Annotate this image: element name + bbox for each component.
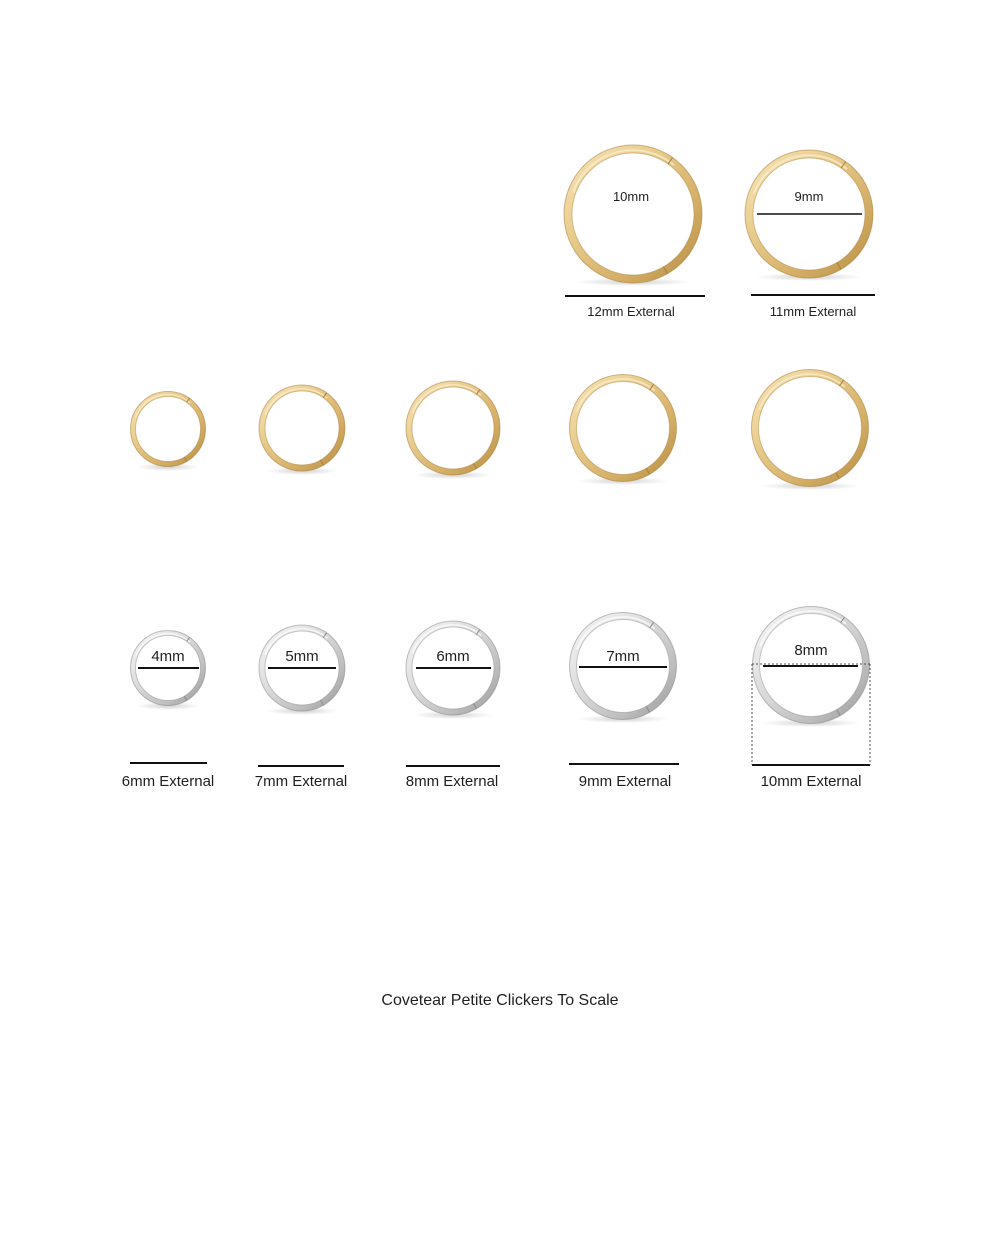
ring-highlight bbox=[551, 132, 715, 296]
inner-size-label: 6mm bbox=[436, 648, 470, 665]
ring-inner-edge bbox=[577, 382, 670, 475]
ring-highlight bbox=[124, 385, 212, 473]
ring-outer-edge bbox=[259, 385, 345, 471]
ring-inner-edge bbox=[759, 377, 862, 480]
ring-inner-edge bbox=[572, 153, 694, 275]
ring-highlight bbox=[741, 359, 879, 497]
ring-highlight bbox=[252, 378, 352, 478]
inner-size-label: 7mm bbox=[606, 648, 640, 665]
inner-size-label: 8mm bbox=[794, 642, 828, 659]
inner-size-label: 5mm bbox=[285, 648, 319, 665]
external-size-label: 11mm External bbox=[769, 304, 857, 319]
external-size-label: 7mm External bbox=[254, 773, 348, 790]
inner-size-label: 4mm bbox=[151, 648, 185, 665]
ring-highlight bbox=[398, 373, 508, 483]
external-size-label: 9mm External bbox=[578, 773, 672, 790]
inner-size-label: 10mm bbox=[612, 189, 650, 204]
chart-caption: Covetear Petite Clickers To Scale bbox=[381, 992, 619, 1009]
ring-inner-edge bbox=[265, 391, 339, 465]
ring-outer-edge bbox=[406, 381, 500, 475]
ring-inner-edge bbox=[136, 397, 201, 462]
external-size-label: 6mm External bbox=[121, 773, 215, 790]
external-size-label: 10mm External bbox=[760, 773, 862, 790]
external-size-label: 8mm External bbox=[405, 773, 499, 790]
ring-inner-edge bbox=[412, 387, 494, 469]
inner-size-label: 9mm bbox=[794, 189, 824, 204]
ring-outer-edge bbox=[131, 392, 206, 467]
external-size-label: 12mm External bbox=[587, 304, 675, 319]
ring-highlight bbox=[560, 365, 685, 490]
